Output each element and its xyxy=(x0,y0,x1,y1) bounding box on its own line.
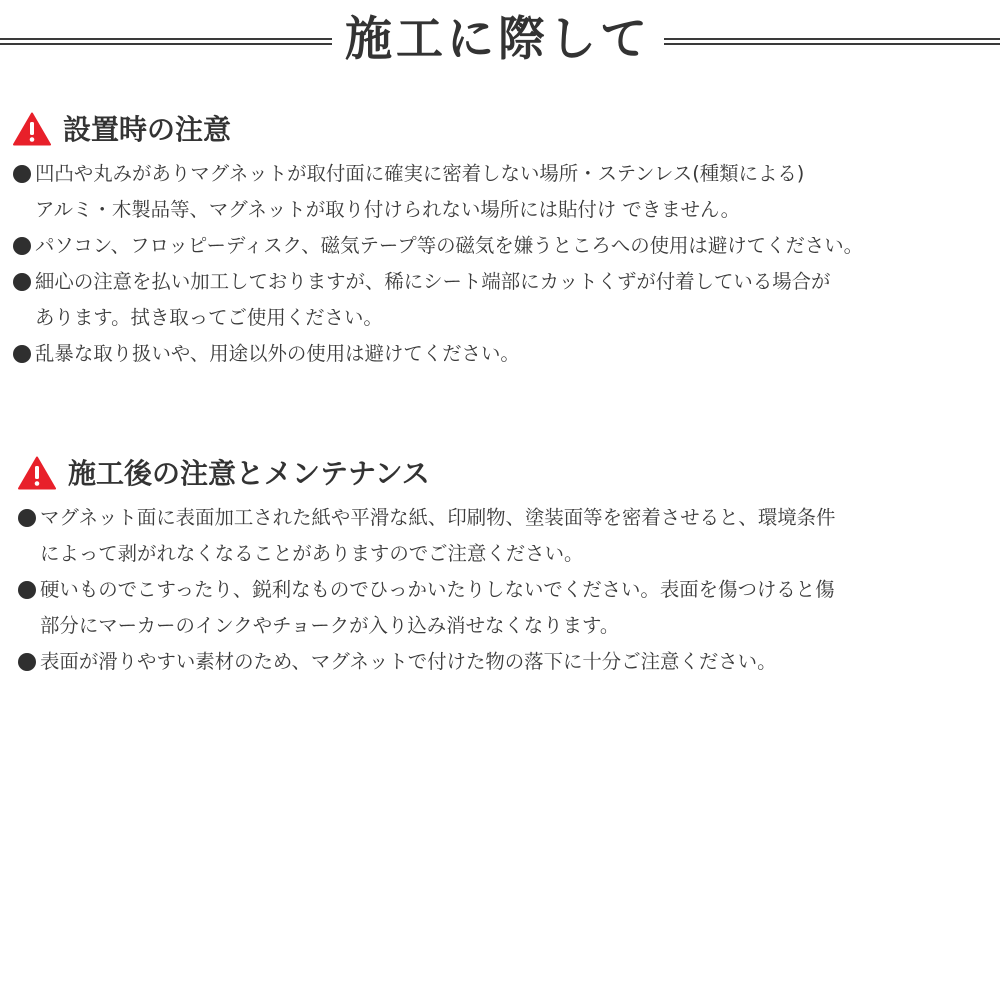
bullet-icon xyxy=(18,509,36,527)
bullet-icon xyxy=(13,237,31,255)
warning-triangle-icon xyxy=(18,456,56,490)
list-item-line: あります。拭き取ってご使用ください。 xyxy=(35,306,383,329)
list-item-line: マグネット面に表面加工された紙や平滑な紙、印刷物、塗装面等を密着させると、環境条件 xyxy=(40,506,836,529)
section-maintenance-cautions xyxy=(0,452,1000,680)
section-heading xyxy=(0,108,1000,154)
list-item-line: パソコン、フロッピーディスク、磁気テープ等の磁気を嫌うところへの使用は避けてください。 xyxy=(35,234,864,257)
list-item xyxy=(0,500,1000,572)
bullet-icon xyxy=(18,653,36,671)
section-heading-text: 施工後の注意とメンテナンス xyxy=(68,457,430,490)
caution-list xyxy=(0,500,1000,680)
title-rule-right xyxy=(664,38,1000,45)
list-item-line: 乱暴な取り扱いや、用途以外の使用は避けてください。 xyxy=(35,342,520,365)
list-item xyxy=(0,156,1000,228)
list-item-line: 凹凸や丸みがありマグネットが取付面に確実に密着しない場所・ステンレス(種類による) xyxy=(35,162,805,185)
bullet-icon xyxy=(13,165,31,183)
list-item xyxy=(0,644,1000,680)
list-item-line: 表面が滑りやすい素材のため、マグネットで付けた物の落下に十分ご注意ください。 xyxy=(40,650,777,673)
list-item xyxy=(0,264,1000,336)
list-item xyxy=(0,572,1000,644)
list-item-line: 部分にマーカーのインクやチョークが入り込み消せなくなります。 xyxy=(40,614,620,637)
title-rule-left xyxy=(0,38,332,45)
section-installation-cautions xyxy=(0,108,1000,372)
title-row xyxy=(0,6,1000,74)
list-item-line: 細心の注意を払い加工しておりますが、稀にシート端部にカットくずが付着している場合が xyxy=(35,270,831,293)
bullet-icon xyxy=(13,345,31,363)
bullet-icon xyxy=(13,273,31,291)
list-item-line: によって剥がれなくなることがありますのでご注意ください。 xyxy=(40,542,584,565)
list-item xyxy=(0,336,1000,372)
section-heading xyxy=(0,452,1000,498)
bullet-icon xyxy=(18,581,36,599)
list-item-line: 硬いものでこすったり、鋭利なものでひっかいたりしないでください。表面を傷つけると傷 xyxy=(40,578,835,601)
list-item xyxy=(0,228,1000,264)
warning-triangle-icon xyxy=(13,112,51,146)
caution-list xyxy=(0,156,1000,372)
section-heading-text: 設置時の注意 xyxy=(63,113,232,146)
page-title: 施工に際して xyxy=(345,12,651,67)
list-item-line: アルミ・木製品等、マグネットが取り付けられない場所には貼付け できません。 xyxy=(35,198,740,221)
